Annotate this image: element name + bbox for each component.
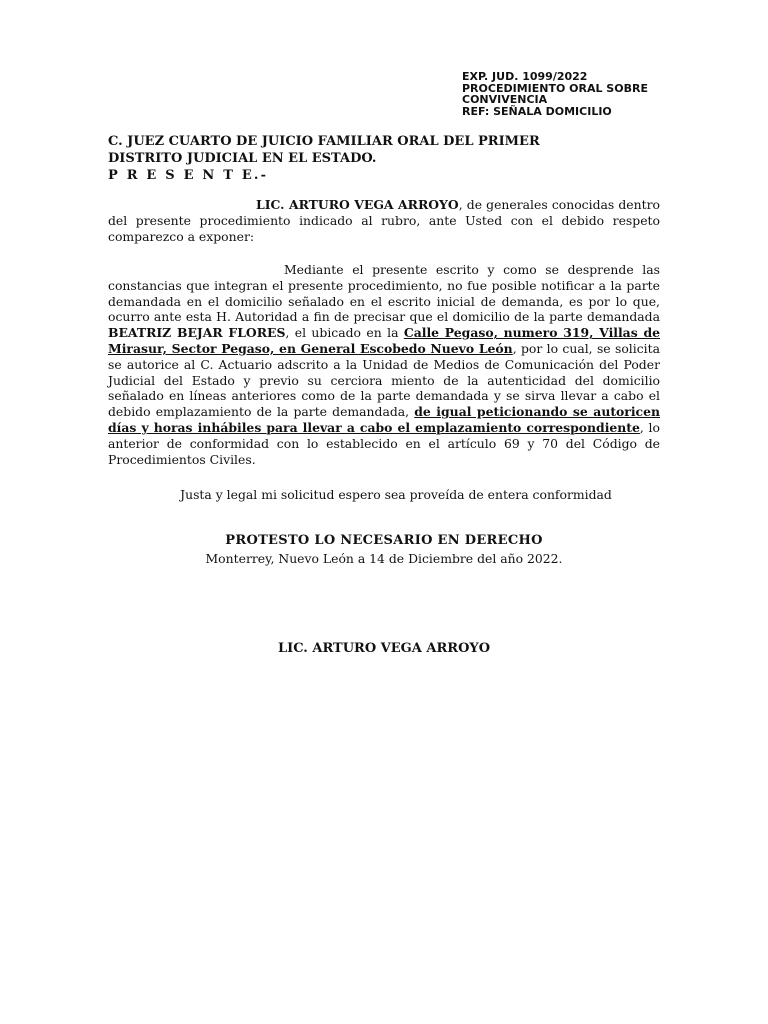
body-paragraph bbox=[108, 262, 660, 467]
addressee-line-2: DISTRITO JUDICIAL EN EL ESTADO. bbox=[108, 151, 377, 166]
case-reference-block bbox=[462, 71, 648, 117]
signature-name: LIC. ARTURO VEGA ARROYO bbox=[277, 641, 491, 656]
body-text-1: Mediante el presente escrito y como se desprende las constancias que integran el presente procedimiento, no fue posible notificar a la parte demandada en el domicilio señalado en el escrito inicial de demanda, es por lo que, ocurro ante esta H. Autoridad a fin de precisar que el domicilio de la parte demandada bbox=[108, 262, 660, 325]
defendant-address: Calle Pegaso, numero 319, Villas de Mirasur, Sector Pegaso, en General Escobedo Nuevo León bbox=[108, 325, 660, 356]
reference-subject: REF: SEÑALA DOMICILIO bbox=[462, 104, 612, 118]
procedure-type-cont: CONVIVENCIA bbox=[462, 93, 548, 106]
presente-line: P R E S E N T E.- bbox=[108, 168, 269, 183]
intro-paragraph bbox=[108, 197, 660, 244]
case-number: EXP. JUD. 1099/2022 bbox=[462, 70, 588, 83]
attorney-name: LIC. ARTURO VEGA ARROYO bbox=[256, 197, 459, 212]
special-request: de igual peticionando se autoricen días y horas inhábiles para llevar a cabo el emplazamiento correspondiente bbox=[108, 404, 660, 435]
body-text-3: , por lo cual, se solicita se autorice al C. Actuario adscrito a la Unidad de Medios de Comunicación del Poder Judicial del Estado y previo su cerciora miento de la autenticidad del domicilio señalado en líneas anteriores como de la parte demandada y se sirva llevar a cabo el debido emplazamiento de la parte demandada, bbox=[108, 340, 660, 420]
addressee-block bbox=[108, 133, 540, 184]
procedure-type: PROCEDIMIENTO ORAL SOBRE bbox=[462, 81, 648, 95]
intro-text: , de generales conocidas dentro del presente procedimiento indicado al rubro, ante Usted con el debido respeto comparezco a exponer: bbox=[108, 197, 660, 244]
defendant-name: BEATRIZ BEJAR FLORES bbox=[108, 325, 286, 341]
addressee-line-1: C. JUEZ CUARTO DE JUICIO FAMILIAR ORAL DEL PRIMER bbox=[108, 134, 540, 149]
petition-line: Justa y legal mi solicitud espero sea proveída de entera conformidad bbox=[180, 487, 612, 502]
place-date-line: Monterrey, Nuevo León a 14 de Diciembre del año 2022. bbox=[205, 551, 563, 566]
body-text-4: , lo anterior de conformidad con lo establecido en el artículo 69 y 70 del Código de Procedimientos Civiles. bbox=[108, 419, 660, 467]
body-text-2: , el ubicado en la bbox=[285, 325, 404, 341]
protesto-line: PROTESTO LO NECESARIO EN DERECHO bbox=[225, 533, 543, 548]
